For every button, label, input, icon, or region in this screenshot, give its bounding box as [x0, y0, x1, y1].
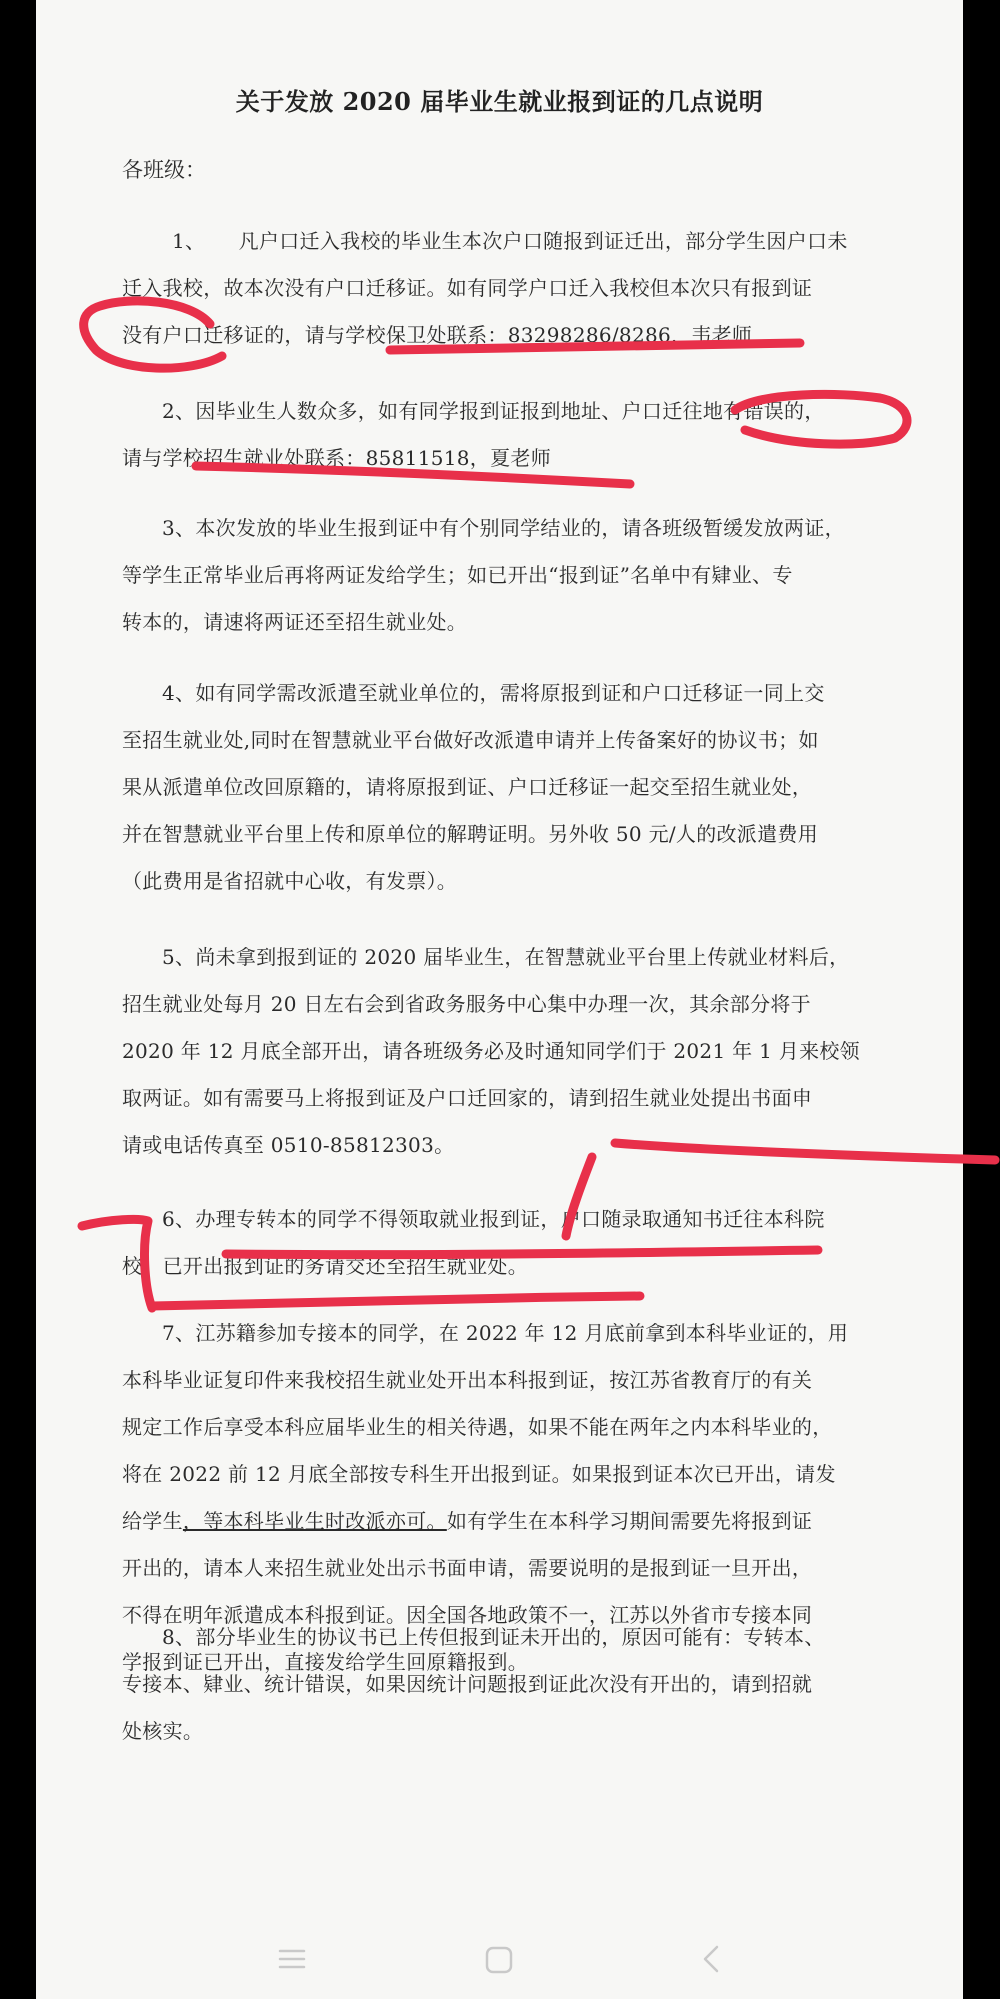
paragraph-1: [122, 218, 912, 359]
paragraph-1-line-1: 1、 凡户口迁入我校的毕业生本次户口随报到证迁出，部分学生因户口未: [172, 229, 848, 253]
paragraph-4-line-2: 至招生就业处,同时在智慧就业平台做好改派遣申请并上传备案好的协议书；如: [122, 728, 819, 752]
paragraph-2: [122, 388, 912, 482]
paragraph-7-line-5-part-a: 给学生: [122, 1509, 183, 1533]
paragraph-1-line-2: 迁入我校，故本次没有户口迁移证。如有同学户口迁入我校但本次只有报到证: [122, 276, 813, 300]
paragraph-7-line-5: [122, 1498, 912, 1545]
paragraph-4-line-5: （此费用是省招就中心收，有发票）。: [122, 869, 458, 893]
home-icon[interactable]: [483, 1944, 515, 1976]
paragraph-5-line-3: 2020 年 12 月底全部开出，请各班级务必及时通知同学们于 2021 年 1 月来校领: [122, 1039, 860, 1063]
paragraph-7-line-5-part-c: 如有学生在本科学习期间需要先将报到证: [446, 1509, 813, 1533]
salutation: 各班级：: [122, 158, 206, 182]
paragraph-7-line-6: 开出的，请本人来招生就业处出示书面申请，需要说明的是报到证一旦开出，: [122, 1556, 813, 1580]
paragraph-4-line-4: 并在智慧就业平台里上传和原单位的解聘证明。另外收 50 元/人的改派遣费用: [122, 822, 819, 846]
paragraph-6-line-2: 校，已开出报到证的务请交还至招生就业处。: [122, 1254, 528, 1278]
back-icon[interactable]: [697, 1944, 727, 1974]
paragraph-1-line-3: 没有户口迁移证的，请与学校保卫处联系：83298286/8286，韦老师: [122, 323, 753, 347]
paragraph-7-line-2: 本科毕业证复印件来我校招生就业处开出本科报到证，按江苏省教育厅的有关: [122, 1368, 813, 1392]
paragraph-8-line-1: 8、部分毕业生的协议书已上传但报到证未开出的，原因可能有：专转本、: [162, 1625, 825, 1649]
paragraph-5-line-2: 招生就业处每月 20 日左右会到省政务服务中心集中办理一次，其余部分将于: [122, 992, 811, 1016]
paragraph-7-line-4: 将在 2022 前 12 月底全部按专科生开出报到证。如果报到证本次已开出，请发: [122, 1462, 836, 1486]
paragraph-2-line-1: 2、因毕业生人数众多，如有同学报到证报到地址、户口迁往地有错误的，: [162, 399, 825, 423]
paragraph-3-line-2: 等学生正常毕业后再将两证发给学生；如已开出“报到证”名单中有肄业、专: [122, 563, 793, 587]
paragraph-4: [122, 670, 912, 905]
paragraph-2-line-2: 请与学校招生就业处联系：85811518，夏老师: [122, 446, 551, 470]
paragraph-4-line-1: 4、如有同学需改派遣至就业单位的，需将原报到证和户口迁移证一同上交: [162, 681, 825, 705]
paragraph-5-line-1: 5、尚未拿到报到证的 2020 届毕业生，在智慧就业平台里上传就业材料后，: [162, 945, 850, 969]
document-page: [36, 0, 963, 1999]
paragraph-8-line-2: 专接本、肄业、统计错误，如果因统计问题报到证此次没有开出的，请到招就: [122, 1672, 813, 1696]
paragraph-3-line-3: 转本的，请速将两证还至招生就业处。: [122, 610, 468, 634]
menu-icon[interactable]: [277, 1944, 307, 1974]
paragraph-3: [122, 505, 912, 646]
paragraph-7-line-7: 不得在明年派遣成本科报到证。因全国各地政策不一，江苏以外省市专接本同: [122, 1603, 813, 1627]
paragraph-3-line-1: 3、本次发放的毕业生报到证中有个别同学结业的，请各班级暂缓发放两证，: [162, 516, 845, 540]
paragraph-8-line-3: 处核实。: [122, 1719, 204, 1743]
paragraph-6: [122, 1196, 912, 1290]
paragraph-7-line-8: 学报到证已开出，直接发给学生回原籍报到。: [122, 1650, 528, 1674]
paragraph-7-line-3: 规定工作后享受本科应届毕业生的相关待遇，如果不能在两年之内本科毕业的，: [122, 1415, 833, 1439]
paragraph-5-line-5: 请或电话传真至 0510-85812303。: [122, 1133, 455, 1157]
paragraph-5-line-4: 取两证。如有需要马上将报到证及户口迁回家的，请到招生就业处提出书面申: [122, 1086, 813, 1110]
paragraph-7-underlined-text: ，等本科毕业生时改派亦可。: [182, 1509, 447, 1533]
system-navigation-bar: [36, 1920, 963, 1999]
paragraph-6-line-1: 6、办理专转本的同学不得领取就业报到证，户口随录取通知书迁往本科院: [162, 1207, 825, 1231]
document-title: 关于发放 2020 届毕业生就业报到证的几点说明: [235, 87, 764, 116]
paragraph-5: [122, 934, 912, 1169]
paragraph-8: [122, 1614, 912, 1755]
paragraph-7-line-1: 7、江苏籍参加专接本的同学，在 2022 年 12 月底前拿到本科毕业证的，用: [162, 1321, 849, 1345]
paragraph-4-line-3: 果从派遣单位改回原籍的，请将原报到证、户口迁移证一起交至招生就业处，: [122, 775, 813, 799]
